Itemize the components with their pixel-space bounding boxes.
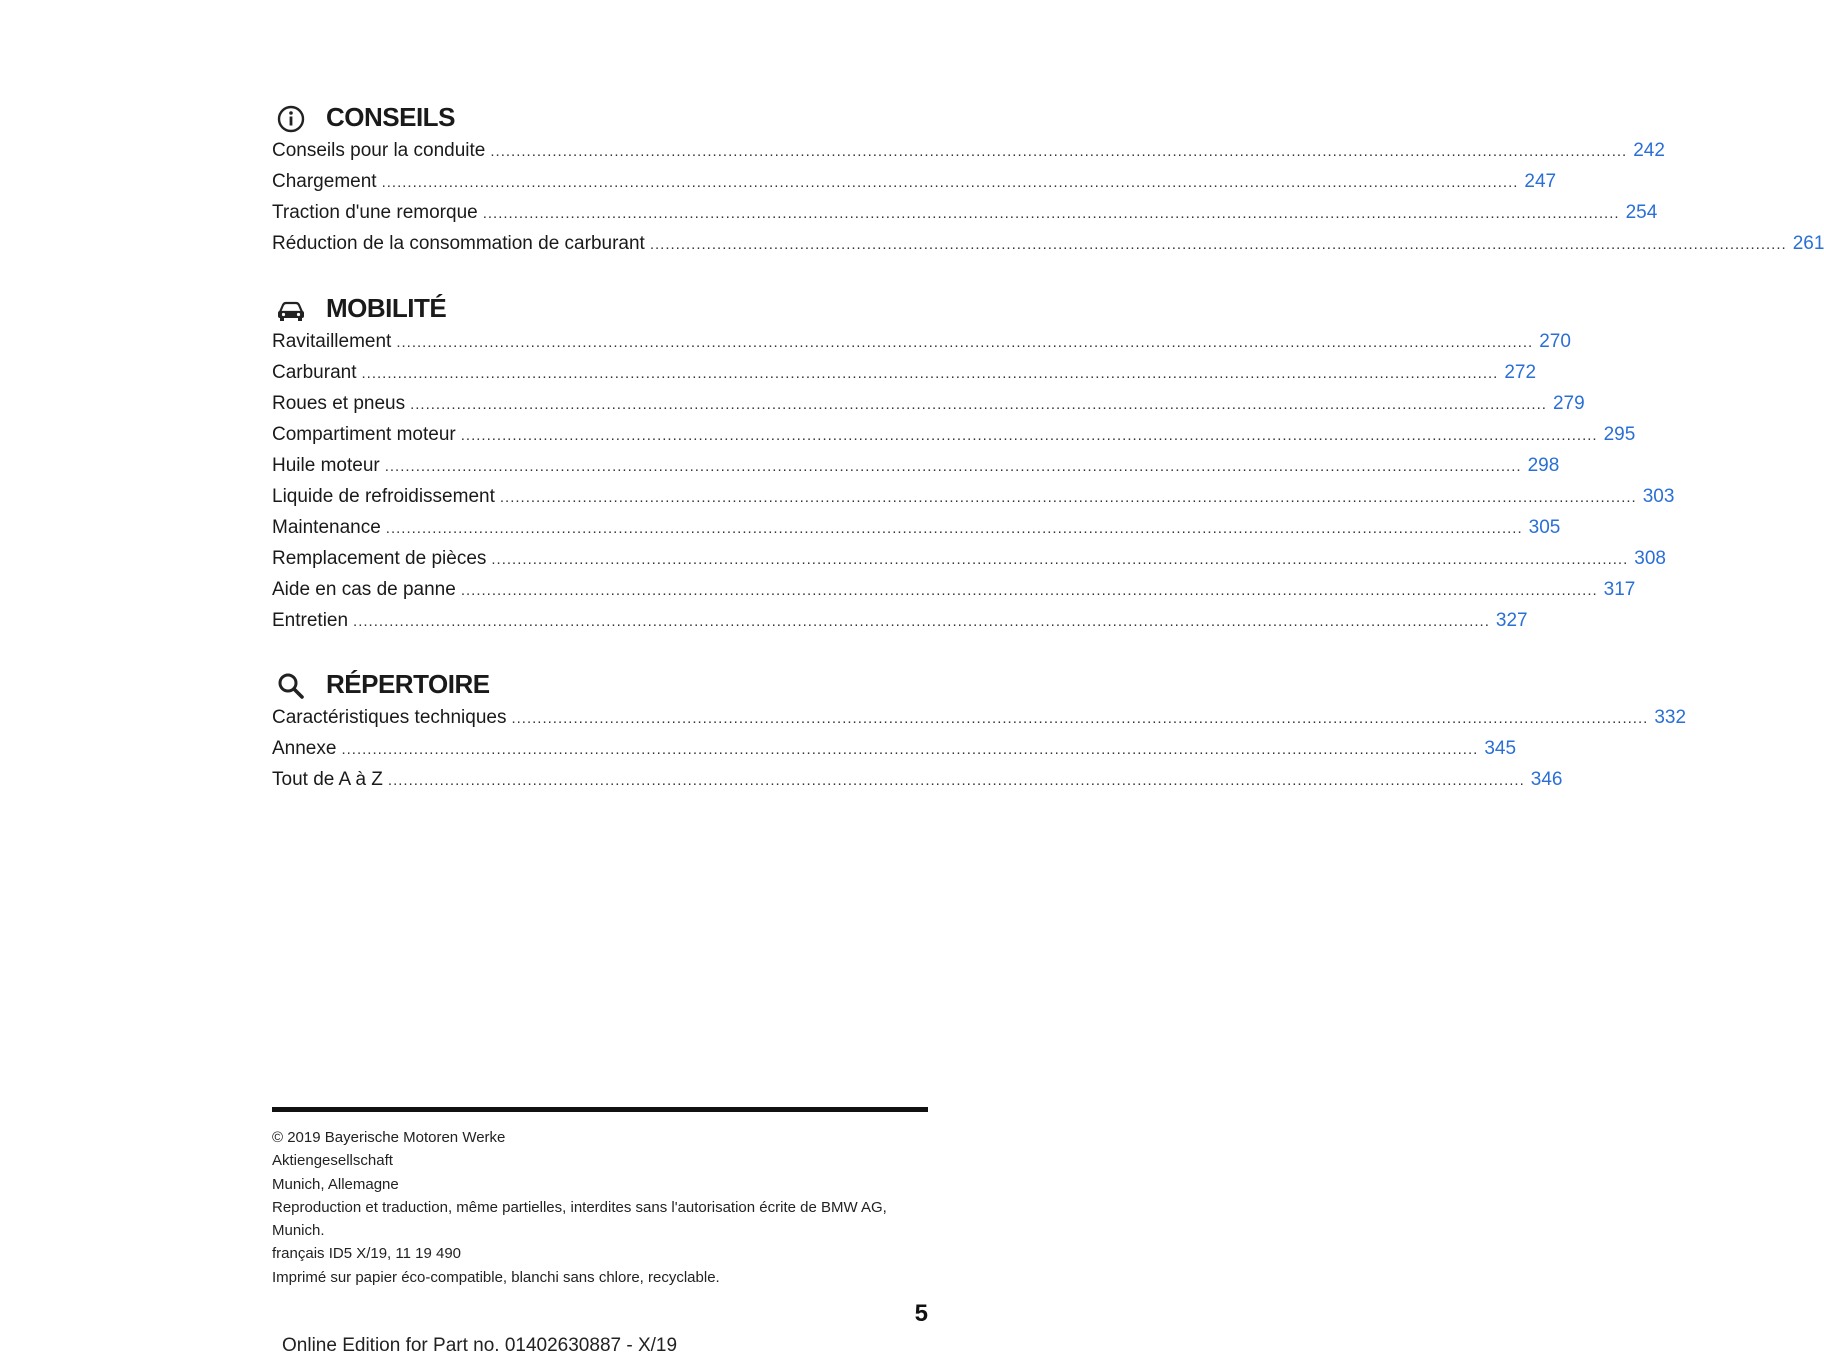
toc-entry-page[interactable]: 308	[1634, 548, 1666, 569]
toc-entry-label: Remplacement de pièces	[272, 548, 487, 569]
toc-entry-label: Liquide de refroidissement	[272, 486, 495, 507]
toc-entry-page[interactable]: 295	[1603, 424, 1636, 445]
toc-entry-label: Entretien	[272, 610, 349, 631]
toc-list	[272, 331, 1675, 641]
page-number: 5	[914, 1300, 928, 1327]
toc-entry-page[interactable]: 332	[1654, 707, 1687, 728]
toc-section-mobilite	[272, 291, 1675, 641]
toc-list	[272, 140, 1824, 264]
leader-dots: ............................................................................................................................................................................................................................	[490, 143, 1628, 160]
toc-entry-page[interactable]: 303	[1642, 486, 1675, 507]
online-edition-footer: Online Edition for Part no. 01402630887 - X/19	[282, 1335, 678, 1356]
leader-dots: ............................................................................................................................................................................................................................	[460, 427, 1598, 444]
toc-entry[interactable]	[272, 707, 1687, 738]
toc-entry-page[interactable]: 345	[1484, 738, 1517, 759]
leader-dots: ............................................................................................................................................................................................................................	[499, 489, 1637, 506]
toc-entry-label: Aide en cas de panne	[272, 579, 456, 600]
leader-dots: ............................................................................................................................................................................................................................	[341, 741, 1479, 758]
car-icon	[276, 295, 306, 325]
section-title: CONSEILS	[326, 102, 455, 132]
toc-entry-page[interactable]: 305	[1528, 517, 1561, 538]
toc-entry[interactable]	[272, 362, 1537, 393]
leader-dots: ............................................................................................................................................................................................................................	[387, 772, 1525, 789]
toc-entry-page[interactable]: 242	[1633, 140, 1665, 161]
toc-entry[interactable]	[272, 233, 1824, 264]
toc-entry-label: Ravitaillement	[272, 331, 392, 352]
toc-entry-label: Roues et pneus	[272, 393, 406, 414]
toc-entry[interactable]	[272, 610, 1528, 641]
imprint-line: français ID5 X/19, 11 19 490	[272, 1245, 462, 1263]
leader-dots: ............................................................................................................................................................................................................................	[361, 365, 1499, 382]
toc-entry[interactable]	[272, 202, 1658, 233]
leader-dots: ............................................................................................................................................................................................................................	[410, 396, 1547, 413]
toc-entry[interactable]	[272, 548, 1666, 579]
leader-dots: ............................................................................................................................................................................................................................	[384, 458, 1522, 475]
toc-entry[interactable]	[272, 455, 1560, 486]
toc-entry-label: Annexe	[272, 738, 337, 759]
section-heading	[272, 291, 928, 331]
leader-dots: ............................................................................................................................................................................................................................	[381, 174, 1519, 191]
toc-entry-page[interactable]: 270	[1539, 331, 1571, 352]
toc-entry[interactable]	[272, 486, 1675, 517]
toc-entry-label: Huile moteur	[272, 455, 380, 476]
toc-entry[interactable]	[272, 579, 1636, 610]
toc-entry-label: Carburant	[272, 362, 357, 383]
leader-dots: ............................................................................................................................................................................................................................	[396, 334, 1534, 351]
toc-entry[interactable]	[272, 171, 1557, 202]
section-title: MOBILITÉ	[326, 293, 447, 323]
toc-entry-page[interactable]: 317	[1603, 579, 1636, 600]
toc-entry-label: Compartiment moteur	[272, 424, 456, 445]
search-icon	[276, 671, 306, 701]
leader-dots: ............................................................................................................................................................................................................................	[460, 582, 1598, 599]
toc-entry[interactable]	[272, 393, 1585, 424]
toc-entry-page[interactable]: 279	[1552, 393, 1585, 414]
toc-entry-page[interactable]: 327	[1495, 610, 1528, 631]
footer-divider	[272, 1107, 928, 1112]
imprint-line: Imprimé sur papier éco-compatible, blanchi sans chlore, recyclable.	[272, 1268, 720, 1286]
toc-entry-label: Caractéristiques techniques	[272, 707, 507, 728]
toc-entry-label: Tout de A à Z	[272, 769, 383, 790]
toc-entry-page[interactable]: 254	[1625, 202, 1658, 223]
leader-dots: ............................................................................................................................................................................................................................	[353, 613, 1490, 630]
toc-list	[272, 707, 1687, 800]
toc-entry[interactable]	[272, 331, 1571, 362]
imprint-line: Munich, Allemagne	[272, 1175, 399, 1193]
toc-section-repertoire	[272, 667, 1687, 800]
toc-entry[interactable]	[272, 424, 1636, 455]
imprint-line: © 2019 Bayerische Motoren Werke	[272, 1129, 506, 1146]
toc-entry-label: Conseils pour la conduite	[272, 140, 486, 161]
leader-dots: ............................................................................................................................................................................................................................	[649, 236, 1787, 253]
toc-entry[interactable]	[272, 769, 1563, 800]
toc-entry-label: Chargement	[272, 171, 377, 192]
toc-entry[interactable]	[272, 140, 1665, 171]
toc-entry[interactable]	[272, 517, 1561, 548]
toc-entry-page[interactable]: 247	[1524, 171, 1557, 192]
toc-section-conseils	[272, 100, 1824, 264]
toc-entry-label: Maintenance	[272, 517, 381, 538]
leader-dots: ............................................................................................................................................................................................................................	[385, 520, 1523, 537]
section-heading	[272, 100, 928, 140]
imprint-block	[272, 1126, 928, 1289]
imprint-line: Aktiengesellschaft	[272, 1152, 393, 1170]
toc-entry-label: Traction d'une remorque	[272, 202, 478, 223]
toc-entry-page[interactable]: 298	[1527, 455, 1560, 476]
toc-entry-label: Réduction de la consommation de carburant	[272, 233, 645, 254]
toc-entry[interactable]	[272, 738, 1517, 769]
leader-dots: ............................................................................................................................................................................................................................	[482, 205, 1620, 222]
toc-entry-page[interactable]: 346	[1530, 769, 1563, 790]
info-icon	[276, 104, 306, 134]
section-title: RÉPERTOIRE	[326, 669, 490, 699]
toc-entry-page[interactable]: 261	[1792, 233, 1824, 254]
leader-dots: ............................................................................................................................................................................................................................	[511, 710, 1649, 727]
imprint-line: Reproduction et traduction, même partielles, interdites sans l'autorisation écrite de BMW AG,	[272, 1198, 887, 1216]
imprint-line: Munich.	[272, 1222, 325, 1240]
section-heading	[272, 667, 928, 707]
leader-dots: ............................................................................................................................................................................................................................	[491, 551, 1629, 568]
toc-entry-page[interactable]: 272	[1504, 362, 1537, 383]
